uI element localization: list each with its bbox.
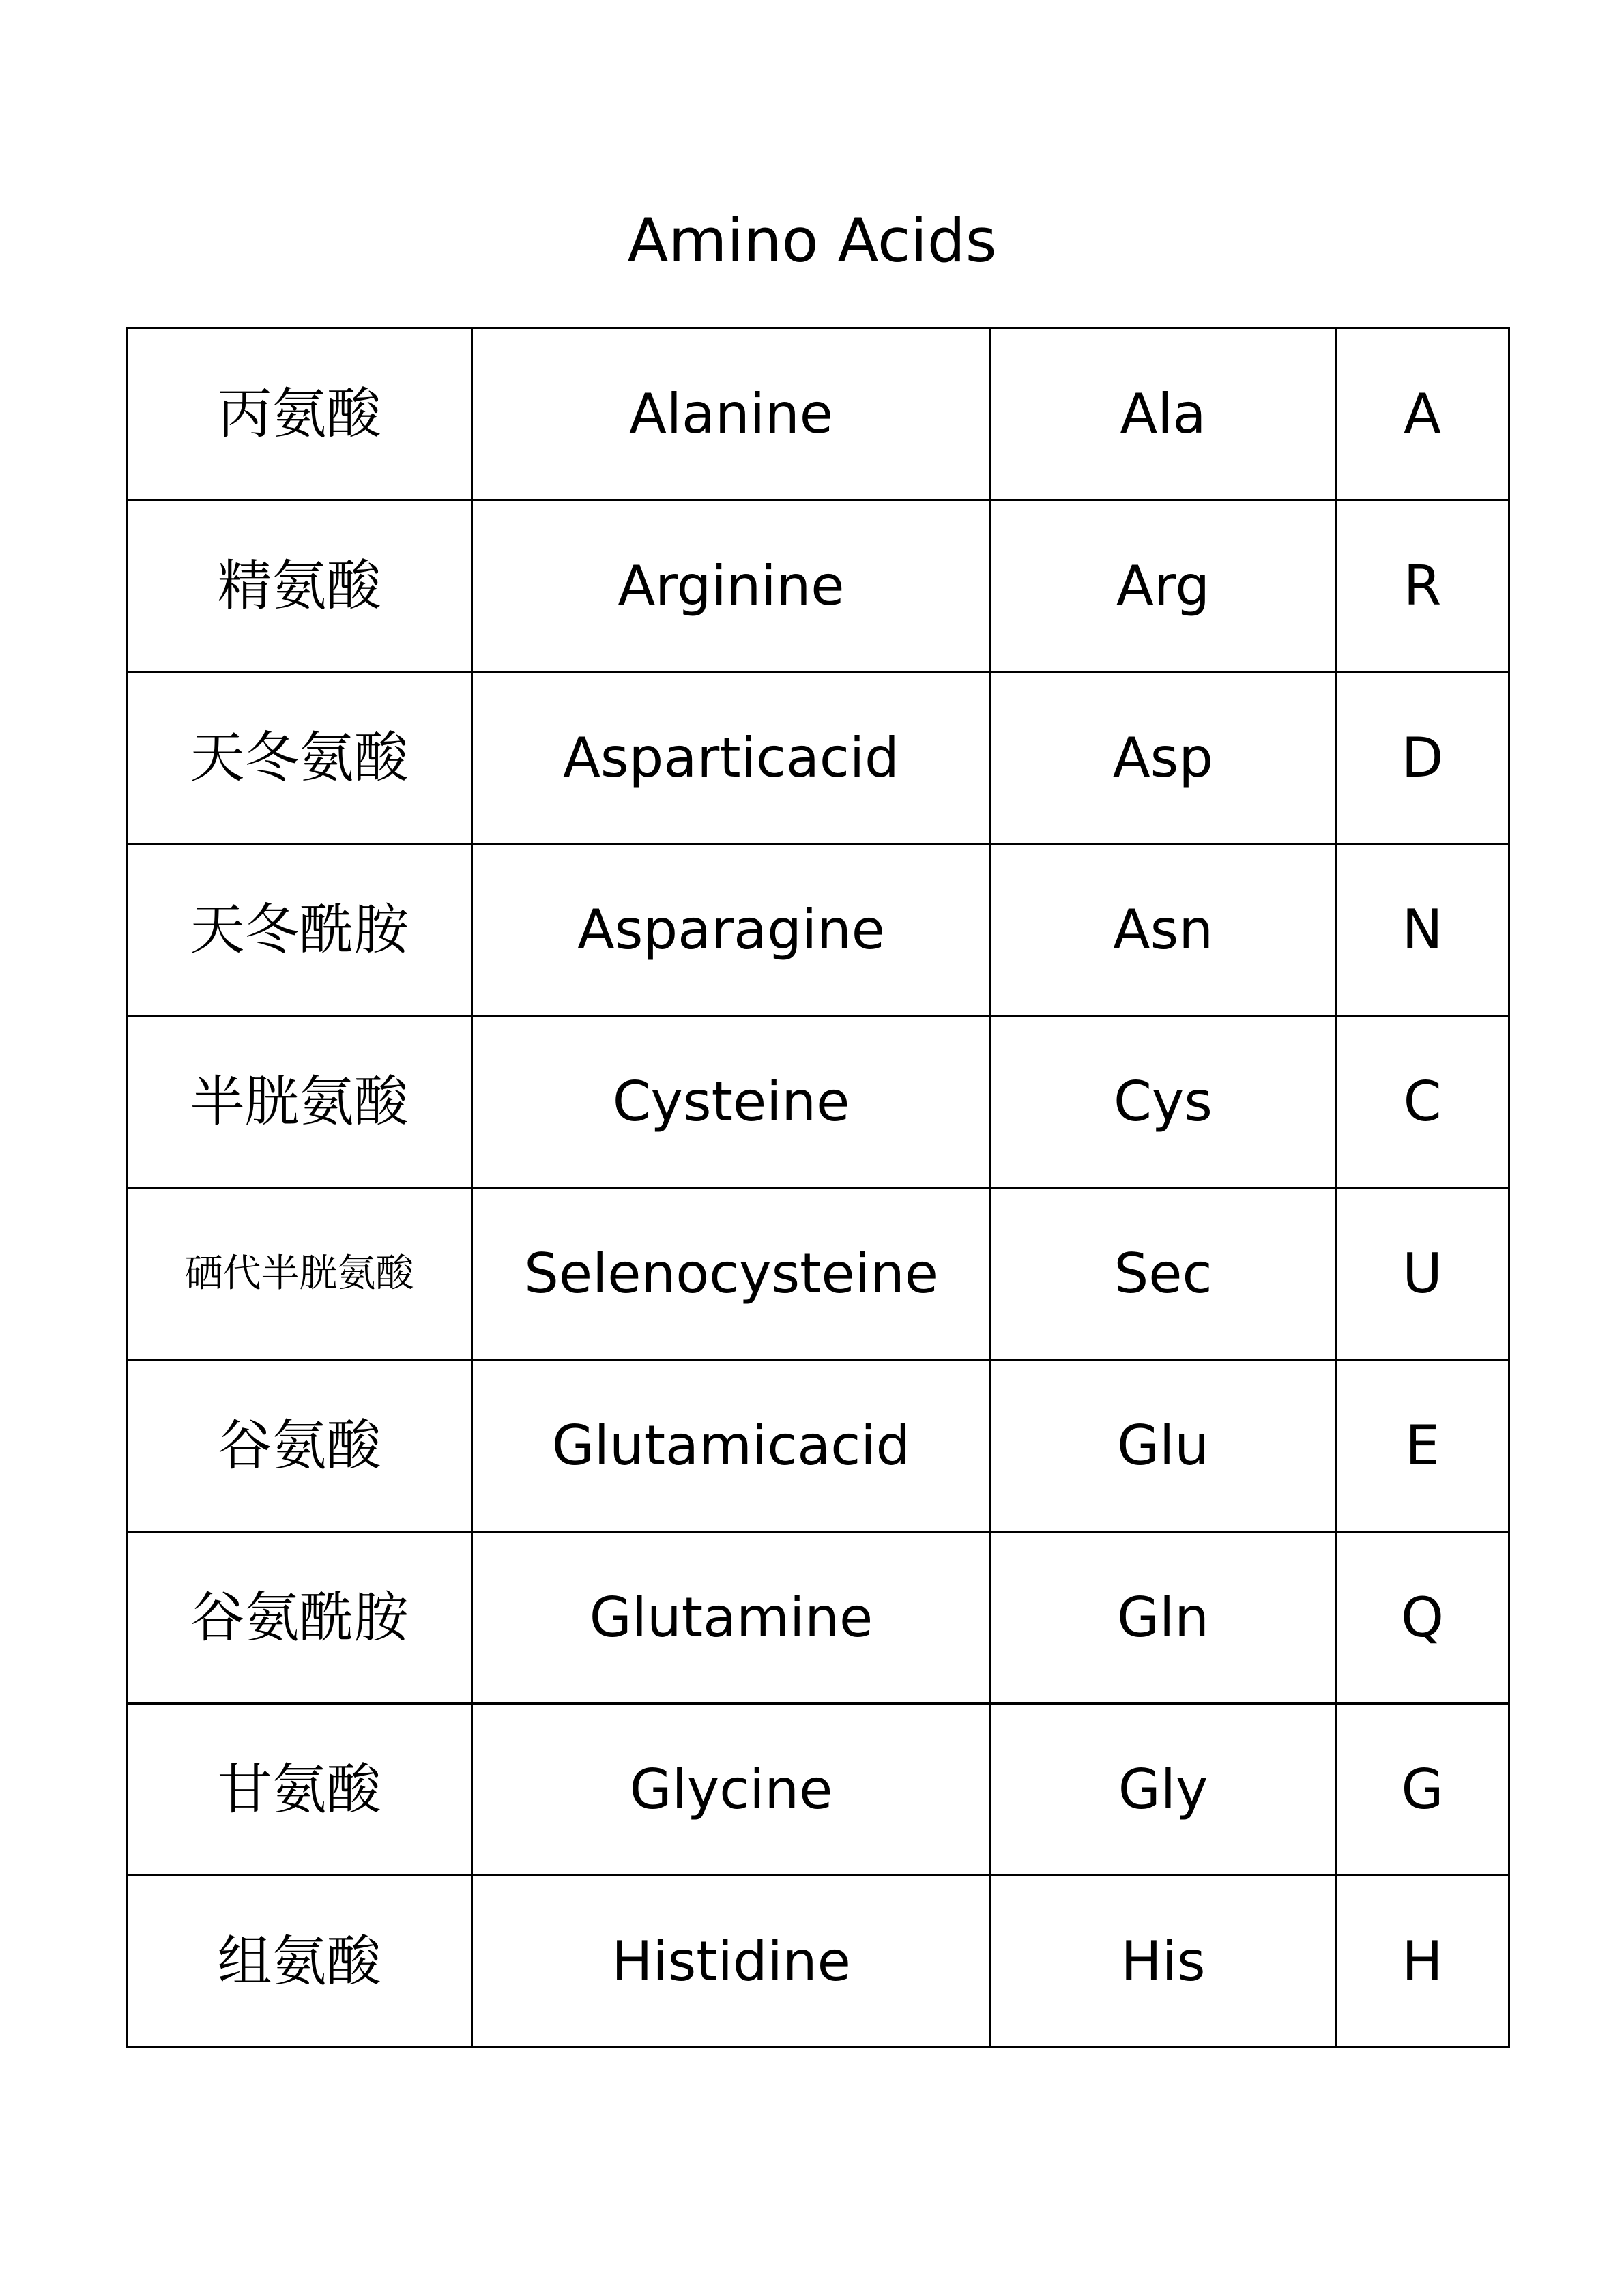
table-row (127, 328, 1509, 500)
table-row (127, 1532, 1509, 1704)
english-name-cell: Glycine (472, 1704, 991, 1876)
table-row (127, 1876, 1509, 2048)
three-letter-code-cell: Cys (991, 1016, 1336, 1188)
chinese-name-cell: 甘氨酸 (127, 1704, 472, 1876)
english-name-cell: Selenocysteine (472, 1188, 991, 1360)
one-letter-code-cell: G (1336, 1704, 1509, 1876)
one-letter-code-cell: R (1336, 500, 1509, 672)
one-letter-code-cell: A (1336, 328, 1509, 500)
english-name-cell: Glutamicacid (472, 1360, 991, 1532)
table-row (127, 1188, 1509, 1360)
english-name-cell: Histidine (472, 1876, 991, 2048)
one-letter-code-cell: H (1336, 1876, 1509, 2048)
one-letter-code-cell: D (1336, 672, 1509, 844)
chinese-name-cell: 硒代半胱氨酸 (127, 1188, 472, 1360)
chinese-name-cell: 组氨酸 (127, 1876, 472, 2048)
table-row (127, 672, 1509, 844)
table-row (127, 844, 1509, 1016)
one-letter-code-cell: E (1336, 1360, 1509, 1532)
chinese-name-cell: 谷氨酸 (127, 1360, 472, 1532)
one-letter-code-cell: C (1336, 1016, 1509, 1188)
table-row (127, 500, 1509, 672)
page-title: Amino Acids (627, 205, 997, 276)
three-letter-code-cell: Sec (991, 1188, 1336, 1360)
three-letter-code-cell: Asp (991, 672, 1336, 844)
three-letter-code-cell: Gln (991, 1532, 1336, 1704)
english-name-cell: Asparticacid (472, 672, 991, 844)
one-letter-code-cell: N (1336, 844, 1509, 1016)
one-letter-code-cell: U (1336, 1188, 1509, 1360)
table-row (127, 1704, 1509, 1876)
english-name-cell: Arginine (472, 500, 991, 672)
chinese-name-cell: 半胱氨酸 (127, 1016, 472, 1188)
chinese-name-cell: 精氨酸 (127, 500, 472, 672)
english-name-cell: Glutamine (472, 1532, 991, 1704)
chinese-name-cell: 谷氨酰胺 (127, 1532, 472, 1704)
three-letter-code-cell: Asn (991, 844, 1336, 1016)
table-row (127, 1360, 1509, 1532)
english-name-cell: Asparagine (472, 844, 991, 1016)
amino-acid-table (126, 327, 1510, 2048)
three-letter-code-cell: Ala (991, 328, 1336, 500)
chinese-name-cell: 天冬氨酸 (127, 672, 472, 844)
three-letter-code-cell: His (991, 1876, 1336, 2048)
table-row (127, 1016, 1509, 1188)
chinese-name-cell: 天冬酰胺 (127, 844, 472, 1016)
one-letter-code-cell: Q (1336, 1532, 1509, 1704)
three-letter-code-cell: Arg (991, 500, 1336, 672)
three-letter-code-cell: Glu (991, 1360, 1336, 1532)
three-letter-code-cell: Gly (991, 1704, 1336, 1876)
english-name-cell: Cysteine (472, 1016, 991, 1188)
chinese-name-cell: 丙氨酸 (127, 328, 472, 500)
english-name-cell: Alanine (472, 328, 991, 500)
